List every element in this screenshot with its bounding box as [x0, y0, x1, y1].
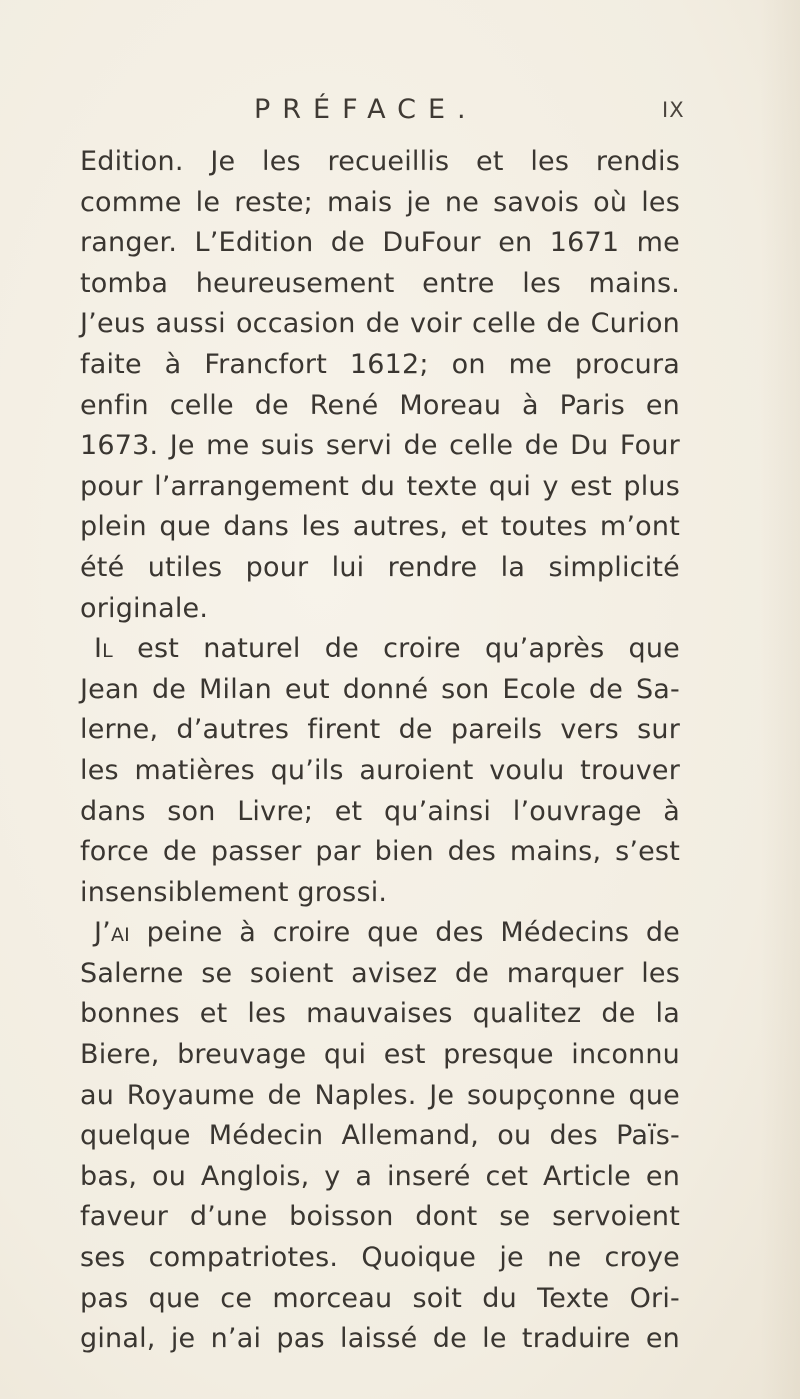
text-line: Salerne se soient avisez de marquer les	[80, 957, 680, 989]
text-line: lerne, d’autres firent de pareils vers sur	[80, 714, 680, 746]
text-line: faite à Francfort 1612; on me procura	[80, 348, 680, 380]
paragraph-start-line: J’ai peine à croire que des Médecins de	[94, 917, 680, 949]
text-line: Jean de Milan eut donné son Ecole de Sa-	[80, 673, 680, 705]
text-line: au Royaume de Naples. Je soupçonne que	[80, 1079, 680, 1111]
page-number: IX	[662, 98, 685, 122]
text-line: insensiblement grossi.	[80, 876, 388, 908]
text-line: dans son Livre; et qu’ainsi l’ouvrage à	[80, 795, 680, 827]
running-header	[0, 94, 800, 134]
text-line: ses compatriotes. Quoique je ne croye	[80, 1242, 680, 1274]
text-line: force de passer par bien des mains, s’est	[80, 836, 680, 868]
text-line: 1673. Je me suis servi de celle de Du Four	[80, 430, 680, 462]
text-line: bonnes et les mauvaises qualitez de la	[80, 998, 680, 1030]
text-line: originale.	[80, 592, 209, 624]
paragraph-start-line: Il est naturel de croire qu’après que	[94, 633, 680, 665]
text-line: pour l’arrangement du texte qui y est plus	[80, 470, 680, 502]
text-line: comme le reste; mais je ne savois où les	[80, 186, 680, 218]
text-line: bas, ou Anglois, y a inseré cet Article en	[80, 1160, 680, 1192]
text-line: enfin celle de René Moreau à Paris en	[80, 389, 680, 421]
text-line: quelque Médecin Allemand, ou des Païs-	[80, 1120, 680, 1152]
body-text	[80, 142, 680, 1360]
text-line: les matières qu’ils auroient voulu trouver	[80, 754, 680, 786]
header-title: PRÉFACE.	[254, 94, 478, 125]
page-edge-shadow	[760, 0, 800, 1399]
text-line: tomba heureusement entre les mains.	[80, 267, 680, 299]
text-line: été utiles pour lui rendre la simplicité	[80, 551, 680, 583]
text-line: faveur d’une boisson dont se servoient	[80, 1201, 680, 1233]
text-line: J’eus aussi occasion de voir celle de Curion	[80, 308, 680, 340]
text-line: ginal, je n’ai pas laissé de le traduire en	[80, 1323, 680, 1355]
text-line: plein que dans les autres, et toutes m’ont	[80, 511, 680, 543]
text-line: ranger. L’Edition de DuFour en 1671 me	[80, 227, 680, 259]
text-line: Edition. Je les recueillis et les rendis	[80, 146, 680, 177]
paragraph-lead: Il	[94, 633, 113, 665]
paragraph-lead: J’ai	[94, 917, 130, 949]
text-line: pas que ce morceau soit du Texte Ori-	[80, 1282, 680, 1314]
text-line: Biere, breuvage qui est presque inconnu	[80, 1039, 680, 1071]
